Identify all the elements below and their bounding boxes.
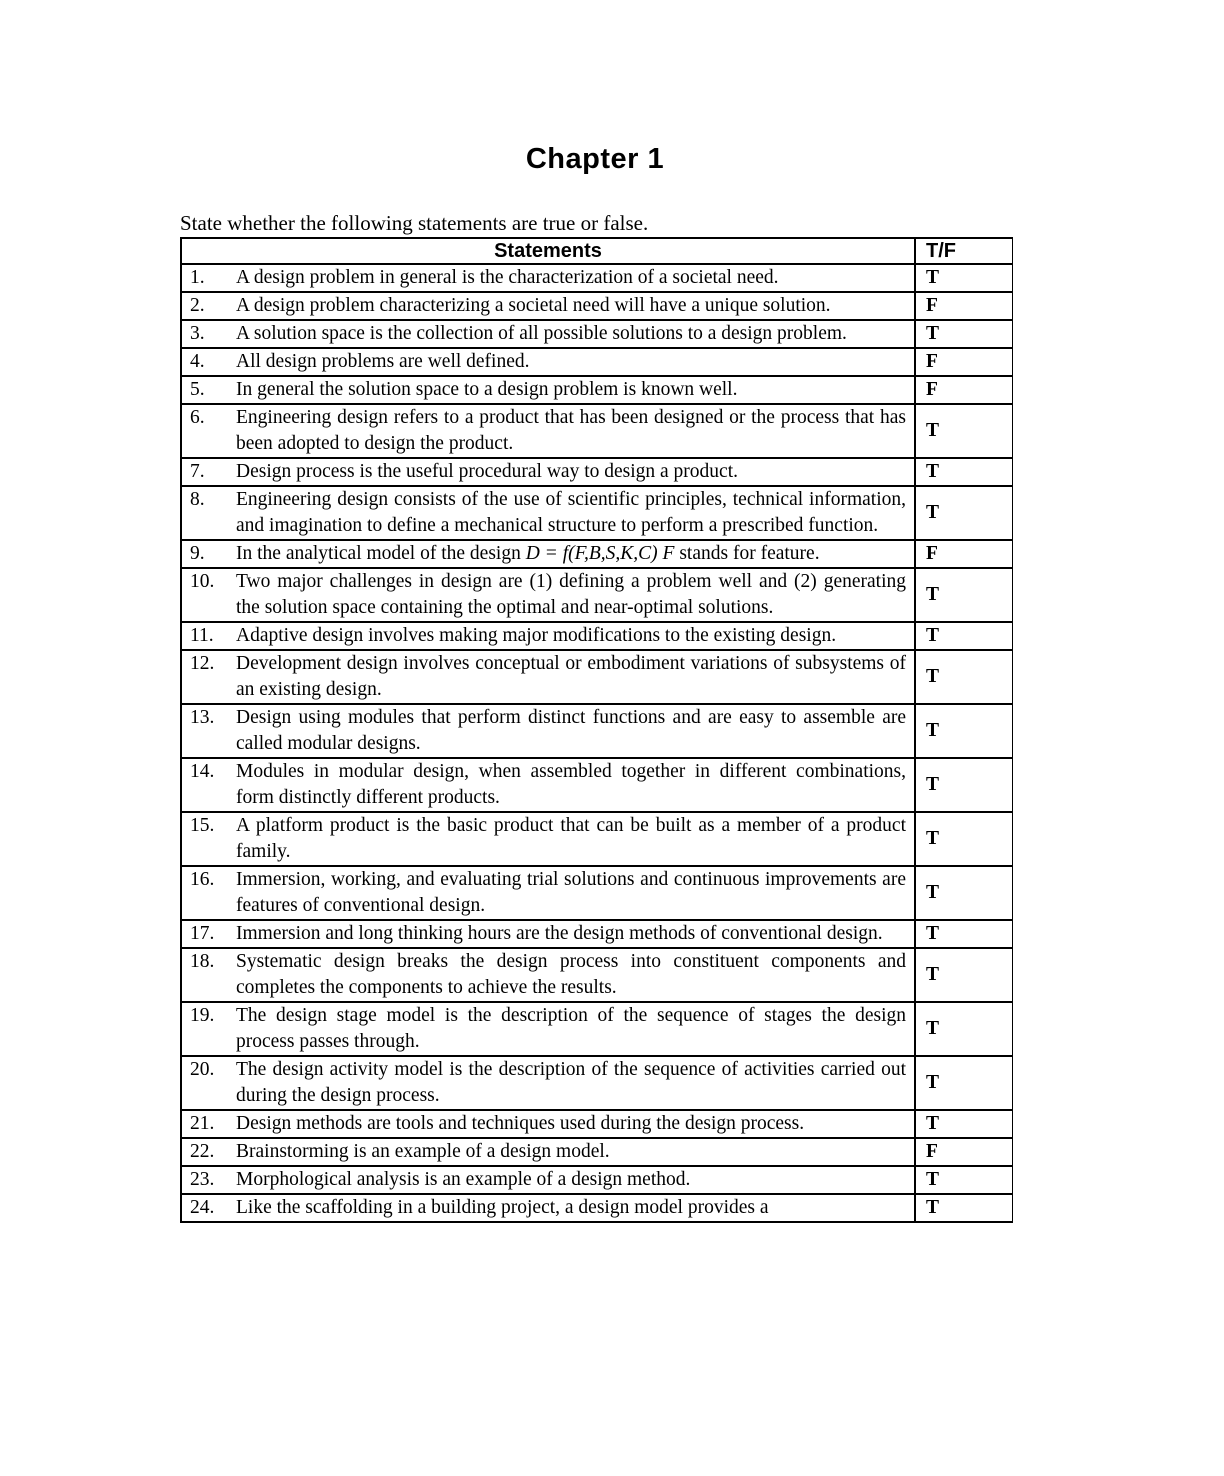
table-row — [181, 292, 1013, 320]
statement-cell — [181, 1002, 915, 1056]
statement-text: Design methods are tools and techniques used during the design process. — [236, 1113, 805, 1134]
statement-number: 5. — [190, 379, 205, 400]
instruction-text: State whether the following statements are true or false. — [180, 211, 649, 235]
statement-cell — [181, 622, 915, 650]
statement-number: 20. — [190, 1059, 215, 1080]
statement-cell — [181, 650, 915, 704]
table-row — [181, 1002, 1013, 1056]
table-row — [181, 404, 1013, 458]
table-row — [181, 948, 1013, 1002]
answer-cell: T — [915, 758, 1013, 812]
answer-cell: F — [915, 540, 1013, 568]
answer-cell: T — [915, 948, 1013, 1002]
statement-number: 18. — [190, 951, 215, 972]
statement-number: 9. — [190, 543, 205, 564]
answer-cell: T — [915, 458, 1013, 486]
statement-cell — [181, 812, 915, 866]
statement-number: 22. — [190, 1141, 215, 1162]
statement-text: All design problems are well defined. — [236, 351, 530, 372]
table-row — [181, 812, 1013, 866]
statement-text: Modules in modular design, when assembled together in different combinations, form distinctly different products. — [236, 761, 906, 808]
table-body — [181, 264, 1013, 1222]
statement-cell — [181, 486, 915, 540]
statement-cell — [181, 320, 915, 348]
answer-cell: T — [915, 568, 1013, 622]
statement-number: 3. — [190, 323, 205, 344]
statement-cell — [181, 866, 915, 920]
answer-cell: F — [915, 292, 1013, 320]
answer-cell: T — [915, 1002, 1013, 1056]
table-row — [181, 540, 1013, 568]
statement-text: The design activity model is the description of the sequence of activities carried out during the design process. — [236, 1059, 906, 1106]
answer-cell: T — [915, 650, 1013, 704]
statement-cell — [181, 540, 915, 568]
statement-text-part: stands for feature. — [674, 543, 820, 564]
statement-text: Immersion and long thinking hours are the design methods of conventional design. — [236, 923, 883, 944]
statement-cell — [181, 1166, 915, 1194]
answer-cell: T — [915, 264, 1013, 292]
statement-number: 11. — [190, 625, 214, 646]
answer-cell: T — [915, 622, 1013, 650]
statement-text: Systematic design breaks the design process into constituent components and completes the components to achieve the results. — [236, 951, 906, 998]
statement-text: The design stage model is the description of the sequence of stages the design process passes through. — [236, 1005, 906, 1052]
statement-text: Two major challenges in design are (1) defining a problem well and (2) generating the solution space containing the optimal and near-optimal solutions. — [236, 571, 906, 618]
table-row — [181, 1056, 1013, 1110]
statement-number: 12. — [190, 653, 215, 674]
table-viewport — [180, 237, 1013, 1405]
table-row — [181, 1110, 1013, 1138]
statement-number: 2. — [190, 295, 205, 316]
table-row — [181, 458, 1013, 486]
statement-cell — [181, 458, 915, 486]
statement-text: A solution space is the collection of all possible solutions to a design problem. — [236, 323, 847, 344]
statement-number: 23. — [190, 1169, 215, 1190]
answer-cell: T — [915, 920, 1013, 948]
header-statements: Statements — [181, 238, 915, 264]
table-row — [181, 486, 1013, 540]
answer-cell: T — [915, 404, 1013, 458]
statement-cell — [181, 292, 915, 320]
header-tf: T/F — [915, 238, 1013, 264]
statement-text — [236, 541, 906, 567]
statement-cell — [181, 568, 915, 622]
answer-cell: T — [915, 1056, 1013, 1110]
statement-cell — [181, 404, 915, 458]
table-row — [181, 704, 1013, 758]
answer-cell: T — [915, 486, 1013, 540]
answer-cell: T — [915, 1110, 1013, 1138]
table-row — [181, 758, 1013, 812]
answer-cell: T — [915, 320, 1013, 348]
statement-text: Development design involves conceptual or embodiment variations of subsystems of an existing design. — [236, 653, 906, 700]
table-row — [181, 348, 1013, 376]
table-row — [181, 264, 1013, 292]
answer-cell: F — [915, 1138, 1013, 1166]
statement-cell — [181, 264, 915, 292]
answer-cell: F — [915, 348, 1013, 376]
statement-text-part: In the analytical model of the design — [236, 543, 526, 564]
page-title: Chapter 1 — [525, 143, 665, 175]
statement-number: 10. — [190, 571, 215, 592]
table-header-row — [181, 238, 1013, 264]
statement-text: Like the scaffolding in a building project, a design model provides a — [236, 1197, 769, 1218]
table-row — [181, 920, 1013, 948]
answer-cell: T — [915, 704, 1013, 758]
statement-number: 21. — [190, 1113, 215, 1134]
statement-cell — [181, 1110, 915, 1138]
statement-number: 16. — [190, 869, 215, 890]
table-row — [181, 568, 1013, 622]
statement-number: 1. — [190, 267, 205, 288]
statement-cell — [181, 920, 915, 948]
statement-text: Design process is the useful procedural way to design a product. — [236, 461, 738, 482]
statement-text: In general the solution space to a design problem is known well. — [236, 379, 738, 400]
statement-text: Design using modules that perform distinct functions and are easy to assemble are called modular designs. — [236, 707, 906, 754]
table-row — [181, 650, 1013, 704]
statement-text: Morphological analysis is an example of a design method. — [236, 1169, 691, 1190]
statement-cell — [181, 758, 915, 812]
statement-cell — [181, 948, 915, 1002]
statement-text: Adaptive design involves making major modifications to the existing design. — [236, 625, 837, 646]
statement-number: 8. — [190, 489, 205, 510]
statement-number: 14. — [190, 761, 215, 782]
statement-number: 19. — [190, 1005, 215, 1026]
table-row — [181, 320, 1013, 348]
statement-number: 15. — [190, 815, 215, 836]
table-row — [181, 1166, 1013, 1194]
table-row — [181, 1194, 1013, 1222]
statement-text: Brainstorming is an example of a design model. — [236, 1141, 610, 1162]
statement-cell — [181, 376, 915, 404]
statement-number: 13. — [190, 707, 215, 728]
statement-number: 4. — [190, 351, 205, 372]
statement-number: 6. — [190, 407, 205, 428]
statement-text: A design problem characterizing a societal need will have a unique solution. — [236, 295, 831, 316]
answer-cell: T — [915, 866, 1013, 920]
table-row — [181, 376, 1013, 404]
answer-cell: T — [915, 812, 1013, 866]
statement-cell — [181, 1138, 915, 1166]
answer-cell: T — [915, 1194, 1013, 1222]
statement-text: Immersion, working, and evaluating trial solutions and continuous improvements are features of conventional design. — [236, 869, 906, 916]
statement-cell — [181, 704, 915, 758]
table-row — [181, 866, 1013, 920]
statement-cell — [181, 1194, 915, 1222]
statement-number: 7. — [190, 461, 205, 482]
answer-cell: F — [915, 376, 1013, 404]
statement-text: Engineering design consists of the use of scientific principles, technical information, and imagination to define a mechanical structure to perform a prescribed function. — [236, 489, 906, 536]
statement-cell — [181, 348, 915, 376]
table-row — [181, 622, 1013, 650]
table-row — [181, 1138, 1013, 1166]
statement-text: A platform product is the basic product that can be built as a member of a product family. — [236, 815, 906, 862]
statement-number: 17. — [190, 923, 215, 944]
answer-cell: T — [915, 1166, 1013, 1194]
math-formula: D = f(F,B,S,K,C) F — [525, 543, 675, 564]
statement-text: A design problem in general is the characterization of a societal need. — [236, 267, 779, 288]
statement-number: 24. — [190, 1197, 215, 1218]
statement-cell — [181, 1056, 915, 1110]
statement-text: Engineering design refers to a product that has been designed or the process that has been adopted to design the product. — [236, 407, 906, 454]
true-false-table — [180, 237, 1013, 1223]
